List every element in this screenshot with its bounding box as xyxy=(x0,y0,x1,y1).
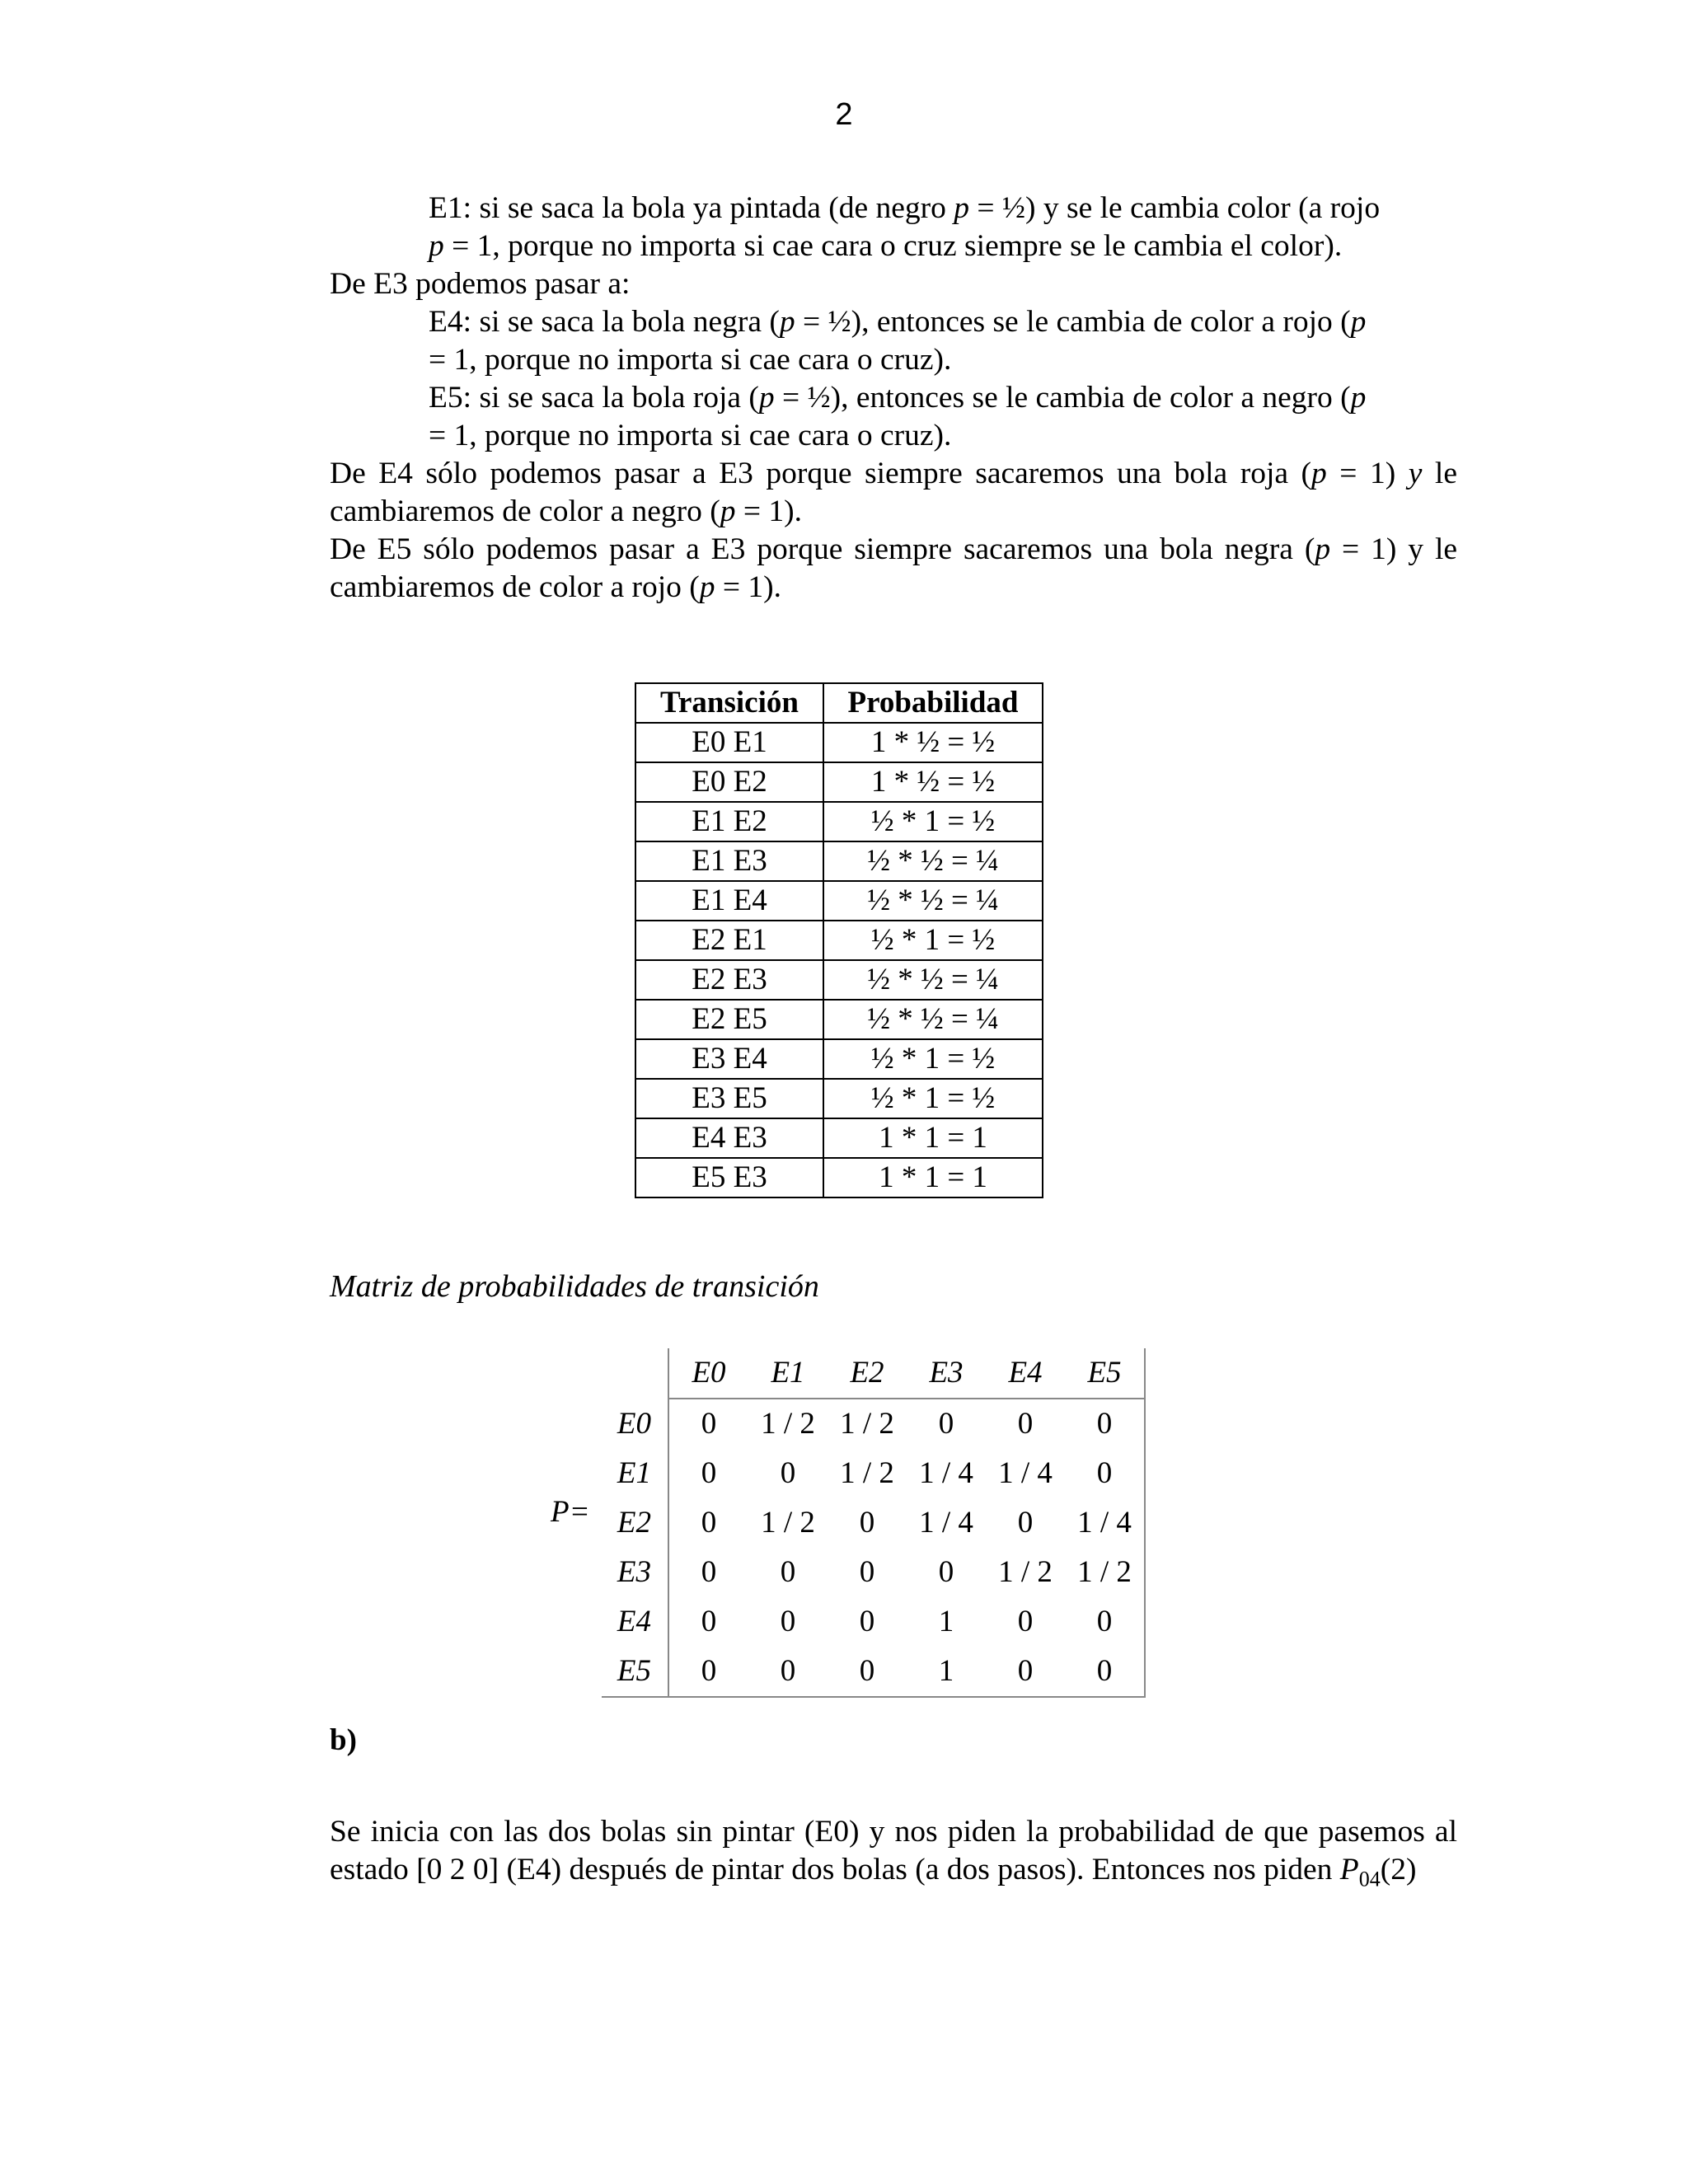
matrix-row: E0 0 1 / 2 1 / 2 0 0 0 xyxy=(602,1399,1145,1449)
part-b-heading: b) xyxy=(330,1723,357,1757)
p-subscript: 04 xyxy=(1358,1867,1381,1891)
transition-table xyxy=(635,682,1043,1198)
paragraph-de-e4: De E4 sólo podemos pasar a E3 porque siempre sacaremos una bola roja (p = 1) y le cambiaremos de color a negro (p = 1). xyxy=(330,457,1457,528)
header-probabilidad: Probabilidad xyxy=(823,683,1043,723)
body-text xyxy=(330,190,1457,607)
p-symbol: P xyxy=(1339,1853,1359,1886)
matrix-row: E4 0 0 0 1 0 0 xyxy=(602,1597,1145,1647)
transition-table-header xyxy=(635,683,1043,723)
header-transicion: Transición xyxy=(635,683,823,723)
paragraph-de-e3: De E3 podemos pasar a: xyxy=(330,267,631,301)
matrix-row: E2 0 1 / 2 0 1 / 4 0 1 / 4 xyxy=(602,1498,1145,1548)
table-row: E1 E4 ½ * ½ = ¼ xyxy=(635,881,1043,921)
table-row: E0 E2 1 * ½ = ½ xyxy=(635,762,1043,802)
matrix-row: E3 0 0 0 0 1 / 2 1 / 2 xyxy=(602,1548,1145,1597)
table-row: E2 E1 ½ * 1 = ½ xyxy=(635,921,1043,960)
matrix-row: E1 0 0 1 / 2 1 / 4 1 / 4 0 xyxy=(602,1449,1145,1498)
table-row: E0 E1 1 * ½ = ½ xyxy=(635,723,1043,762)
table-row: E2 E5 ½ * ½ = ¼ xyxy=(635,1000,1043,1039)
transition-matrix xyxy=(602,1348,1146,1698)
page-number: 2 xyxy=(835,97,853,132)
matrix-header-row: E0 E1 E2 E3 E4 E5 xyxy=(602,1348,1145,1399)
paragraph-e4: E4: si se saca la bola negra (p = ½), entonces se le cambia de color a rojo (p = 1, porque no importa si cae cara o cruz). xyxy=(429,305,1367,377)
table-row: E5 E3 1 * 1 = 1 xyxy=(635,1158,1043,1197)
matrix-p-label: P= xyxy=(551,1495,590,1529)
paragraph-de-e5: De E5 sólo podemos pasar a E3 porque siempre sacaremos una bola negra (p = 1) y le cambiaremos de color a rojo (p = 1). xyxy=(330,532,1458,604)
table-row: E3 E5 ½ * 1 = ½ xyxy=(635,1079,1043,1118)
table-row: E3 E4 ½ * 1 = ½ xyxy=(635,1039,1043,1079)
paragraph-e1: E1: si se saca la bola ya pintada (de negro p = ½) y se le cambia color (a rojo p = 1, porque no importa si cae cara o cruz siempre se le cambia el color). xyxy=(429,191,1381,263)
matrix-row: E5 0 0 0 1 0 0 xyxy=(602,1647,1145,1697)
part-b-paragraph: Se inicia con las dos bolas sin pintar (E0) y nos piden la probabilidad de que pasemos al estado [0 2 0] (E4) después de pintar dos bolas (a dos pasos). Entonces nos piden $P_{04}(2)$ xyxy=(330,1815,1457,1891)
table-row: E1 E2 ½ * 1 = ½ xyxy=(635,802,1043,841)
table-row: E1 E3 ½ * ½ = ¼ xyxy=(635,841,1043,881)
paragraph-e5: E5: si se saca la bola roja (p = ½), entonces se le cambia de color a negro (p = 1, porque no importa si cae cara o cruz). xyxy=(429,381,1367,452)
table-row: E2 E3 ½ * ½ = ¼ xyxy=(635,960,1043,1000)
matrix-caption: Matriz de probabilidades de transición xyxy=(330,1269,819,1304)
table-row: E4 E3 1 * 1 = 1 xyxy=(635,1118,1043,1158)
